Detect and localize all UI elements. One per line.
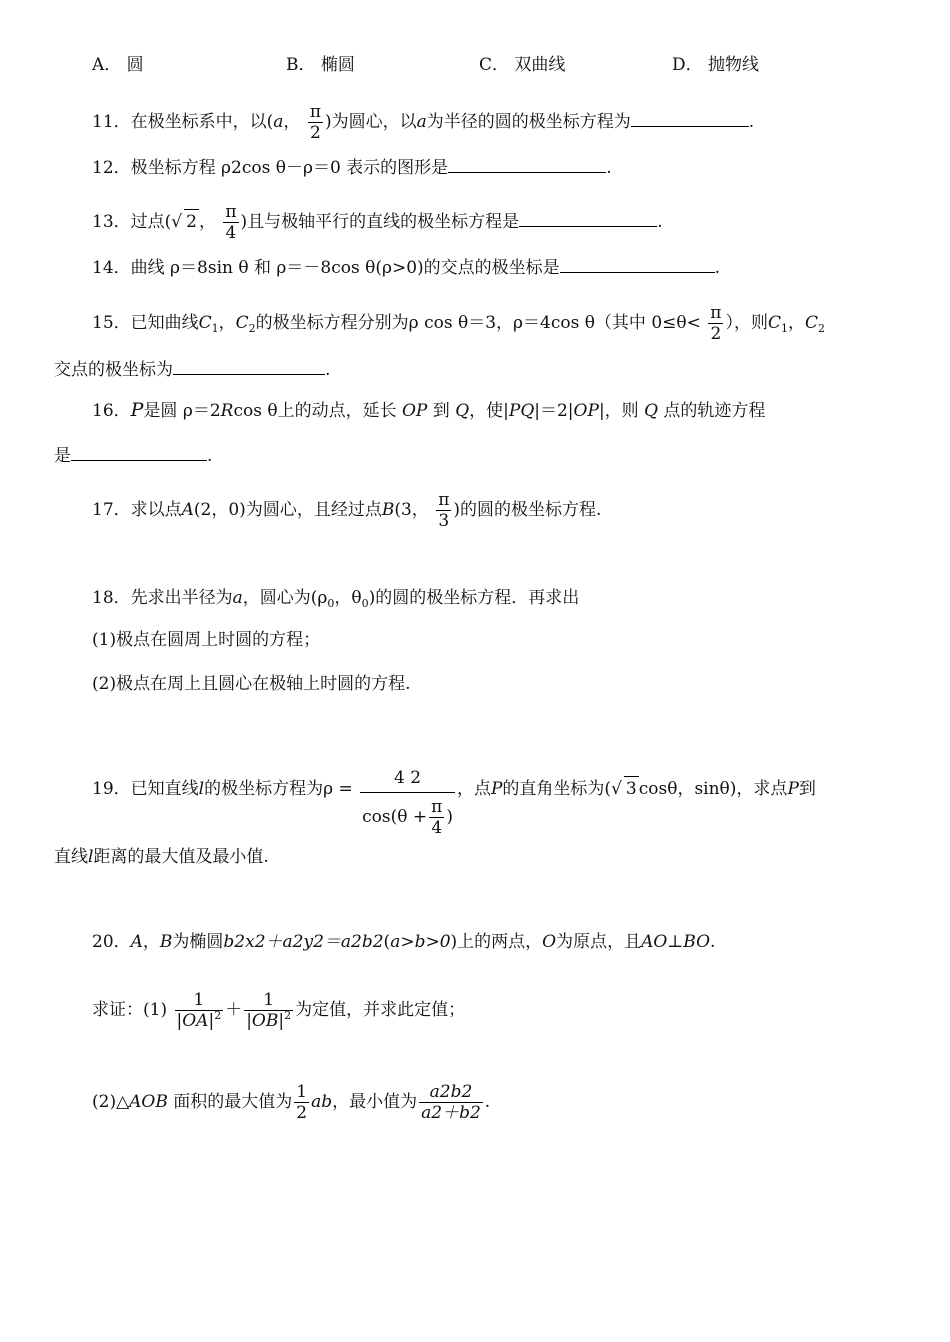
option-a: A． 圆	[92, 55, 144, 75]
q19-text2: 的极坐标方程为ρ =	[204, 779, 353, 799]
q15-sub2b: 2	[818, 322, 826, 335]
q19-text3: ，点	[456, 779, 491, 799]
q11-fraction	[308, 102, 323, 143]
q16-r: R	[220, 401, 234, 421]
q17-text2: (2，0)为圆心，且经过点	[193, 500, 382, 520]
q13-number: 13．	[92, 212, 131, 232]
q13-frac-den: 4	[225, 223, 237, 243]
q19-text5: cosθ，sinθ)，求点	[638, 779, 788, 799]
q19-p2: P	[787, 779, 799, 799]
q20-max-den: a2＋b2	[421, 1103, 481, 1123]
q20-end2: .	[484, 1092, 491, 1112]
q20-o: O	[542, 932, 557, 952]
q19-text: 已知直线	[130, 779, 199, 799]
q17-frac-den: 3	[438, 511, 450, 531]
option-b: B． 椭圆	[286, 55, 355, 75]
q16-text: 是圆 ρ＝2	[143, 401, 221, 421]
q15-c2b: C	[805, 313, 819, 333]
q20-frac-half	[294, 1082, 309, 1123]
question-20	[92, 930, 715, 954]
q15-sub2: 2	[248, 322, 256, 335]
q20-number: 20．	[92, 932, 131, 952]
q15-text3: ），则	[725, 313, 768, 333]
q11-frac-num: π	[309, 102, 322, 122]
q20-frac-ob	[244, 990, 293, 1031]
q20-proof-2	[92, 1082, 490, 1123]
q18-sub0b: 0	[361, 597, 369, 610]
q20-p2c: ，最小值为	[332, 1092, 418, 1112]
q19-line2b: 距离的最大值及最小值.	[93, 847, 269, 867]
question-15	[92, 303, 825, 344]
option-d: D． 抛物线	[672, 55, 760, 75]
q15-c1b: C	[767, 313, 781, 333]
q20-a: A	[130, 932, 143, 952]
q11-text2: )为圆心，以	[325, 112, 417, 132]
q11-frac-den: 2	[310, 123, 321, 143]
q19-sqrt: 3	[624, 776, 639, 801]
question-14	[92, 254, 720, 280]
q17-text3: (3，	[394, 500, 429, 520]
q15-sub1b: 1	[781, 322, 788, 335]
q20-ob-sq: 2	[284, 1009, 292, 1022]
q20-plus: ＋	[225, 1000, 243, 1020]
q17-frac-num: π	[438, 490, 450, 510]
q15-frac-den: 2	[710, 324, 722, 344]
q16-text4: ，使|	[469, 401, 509, 421]
q19-frac-num: 4 2	[360, 768, 455, 793]
q16-op: OP	[402, 401, 428, 421]
q20-proof-text: 求证：(1)	[92, 1000, 168, 1020]
q17-a: A	[181, 500, 194, 520]
q19-inner-den: 4	[431, 818, 443, 838]
question-16	[92, 398, 765, 423]
q12-answer-blank[interactable]	[448, 154, 606, 173]
q20-ob-num: 1	[244, 990, 293, 1011]
q14-text: 曲线 ρ＝8sin θ 和 ρ＝－8cos θ(ρ>0)的交点的极坐标是	[130, 258, 560, 278]
q19-fraction	[360, 768, 455, 838]
q12-end: .	[606, 158, 612, 178]
q14-answer-blank[interactable]	[560, 254, 715, 273]
q16-text5: |＝2|	[534, 401, 574, 421]
q17-text: 求以点	[130, 500, 182, 520]
q20-cond: a>b>0	[390, 932, 451, 952]
q20-text6: 为定值，并求此定值；	[295, 1000, 466, 1020]
q16-text7: 点的轨迹方程	[663, 401, 766, 421]
q16-number: 16．	[92, 401, 131, 421]
q20-half-num: 1	[296, 1082, 308, 1102]
sqrt-icon: √	[171, 212, 183, 232]
q20-ob-den: $|OB|^2$	[246, 1009, 292, 1031]
q16-text2: cos θ上的动点，延长	[233, 401, 397, 421]
q20-p2a: (2)△	[92, 1092, 130, 1112]
q20-text4: )上的两点，	[450, 932, 543, 952]
q18-text4: )的圆的极坐标方程．再求出	[368, 588, 580, 608]
q18-text3: ，θ	[334, 588, 362, 608]
q14-number: 14．	[92, 258, 131, 278]
q20-oa: OA	[182, 1011, 209, 1031]
q15-frac-num: π	[710, 303, 722, 323]
q18-a: a	[232, 588, 243, 608]
q20-p2b: 面积的最大值为	[173, 1092, 293, 1112]
q16-answer-blank[interactable]	[71, 442, 207, 461]
q17-b: B	[381, 500, 395, 520]
q13-sqrt: 2	[184, 209, 199, 234]
q18-sub1: (1)极点在圆周上时圆的方程；	[92, 630, 321, 650]
q16-q: Q	[455, 401, 470, 421]
q15-fraction	[708, 303, 723, 344]
q19-line2a: 直线	[54, 847, 88, 867]
q19-number: 19．	[92, 779, 131, 799]
q13-comma: ，	[198, 212, 216, 232]
q11-text3: 为半径的圆的极坐标方程为	[426, 112, 631, 132]
q11-number: 11．	[92, 112, 131, 132]
q13-text2: )且与极轴平行的直线的极坐标方程是	[240, 212, 520, 232]
q11-var-a2: a	[416, 112, 427, 132]
q15-sep2: ，	[788, 313, 805, 333]
q19-inner-num: π	[431, 797, 443, 817]
q11-var-a: a	[273, 112, 284, 132]
q20-perp: AO⊥BO	[641, 932, 711, 952]
q15-number: 15．	[92, 313, 131, 333]
q20-b: B	[159, 932, 173, 952]
question-15-cont	[54, 356, 330, 382]
q11-comma: ，	[283, 112, 301, 132]
q16-text6: |，则	[598, 401, 639, 421]
q20-half-den: 2	[296, 1103, 308, 1123]
q20-comma: ，	[142, 932, 160, 952]
q19-l2: l	[88, 847, 94, 867]
q20-ab: ab	[311, 1092, 333, 1112]
q19-l: l	[198, 779, 205, 799]
question-18	[92, 586, 579, 610]
q17-number: 17．	[92, 500, 131, 520]
option-c: C． 双曲线	[479, 55, 566, 75]
q14-end: .	[714, 258, 721, 278]
q15-c2: C	[235, 313, 249, 333]
q16-pq: PQ	[508, 401, 535, 421]
question-13	[92, 202, 663, 243]
q20-paren: (	[383, 932, 391, 952]
question-16-cont	[54, 442, 212, 468]
q15-text: 已知曲线	[130, 313, 199, 333]
q20-text5: 为原点，且	[556, 932, 642, 952]
q15-c1: C	[198, 313, 212, 333]
q20-text2: 为椭圆	[172, 932, 224, 952]
question-11	[92, 102, 754, 143]
q18-text2: ，圆心为(ρ	[242, 588, 328, 608]
q11-answer-blank[interactable]	[631, 108, 749, 127]
q18-sub2: (2)极点在周上且圆心在极轴上时圆的方程.	[92, 674, 411, 694]
q20-aob: AOB	[129, 1092, 168, 1112]
q15-line2: 交点的极坐标为	[54, 360, 173, 380]
q16-op2: OP	[573, 401, 599, 421]
q15-sep: ，	[218, 313, 236, 333]
q20-max-num: a2b2	[419, 1082, 483, 1103]
q19-den-text: cos(θ +	[362, 807, 428, 827]
q20-oa-num: 1	[175, 990, 224, 1011]
q19-text6: 到	[798, 779, 816, 799]
q17-fraction	[436, 490, 451, 531]
q12-number: 12．	[92, 158, 131, 178]
q13-answer-blank[interactable]	[519, 208, 657, 227]
q19-frac-den	[360, 793, 455, 838]
q20-proof-1	[92, 990, 465, 1031]
q18-sub0: 0	[327, 597, 335, 610]
q18-number: 18．	[92, 588, 131, 608]
q16-line2: 是	[54, 446, 71, 466]
q12-text: 极坐标方程 ρ2cos θ－ρ＝0 表示的图形是	[130, 158, 449, 178]
q11-text: 在极坐标系中，以(	[130, 112, 274, 132]
q13-text: 过点(	[130, 212, 172, 232]
q19-text4: 的直角坐标为(	[502, 779, 612, 799]
q13-end: .	[657, 212, 663, 232]
q17-text4: )的圆的极坐标方程.	[453, 500, 602, 520]
q15-answer-blank[interactable]	[173, 356, 325, 375]
q18-text: 先求出半径为	[130, 588, 233, 608]
q20-oa-den: $|OA|^2$	[176, 1009, 222, 1031]
q16-p: P	[130, 399, 144, 421]
q15-sub1: 1	[211, 322, 219, 335]
q13-frac-num: π	[225, 202, 237, 222]
q20-oa-sq: 2	[214, 1009, 222, 1022]
question-19	[92, 768, 816, 838]
q16-q2: Q	[644, 401, 659, 421]
q13-fraction	[223, 202, 238, 243]
q20-frac-max	[419, 1082, 483, 1123]
question-19-cont	[54, 845, 269, 869]
q19-den-close: )	[446, 807, 453, 827]
question-17	[92, 490, 601, 531]
q20-ob: OB	[251, 1011, 279, 1031]
q20-end: .	[710, 932, 716, 952]
q15-end: .	[325, 360, 331, 380]
q20-frac-oa	[175, 990, 224, 1031]
q20-eq: b2x2＋a2y2＝a2b2	[223, 932, 384, 952]
question-12	[92, 154, 612, 180]
q19-p: P	[490, 779, 503, 799]
q15-text2: 的极坐标方程分别为ρ cos θ＝3，ρ＝4cos θ（其中 0≤θ<	[255, 313, 701, 333]
sqrt-icon: √	[611, 779, 622, 799]
q16-text3: 到	[432, 401, 450, 421]
q11-end: .	[748, 112, 755, 132]
q16-end: .	[207, 446, 213, 466]
q19-inner-fraction	[429, 797, 444, 838]
